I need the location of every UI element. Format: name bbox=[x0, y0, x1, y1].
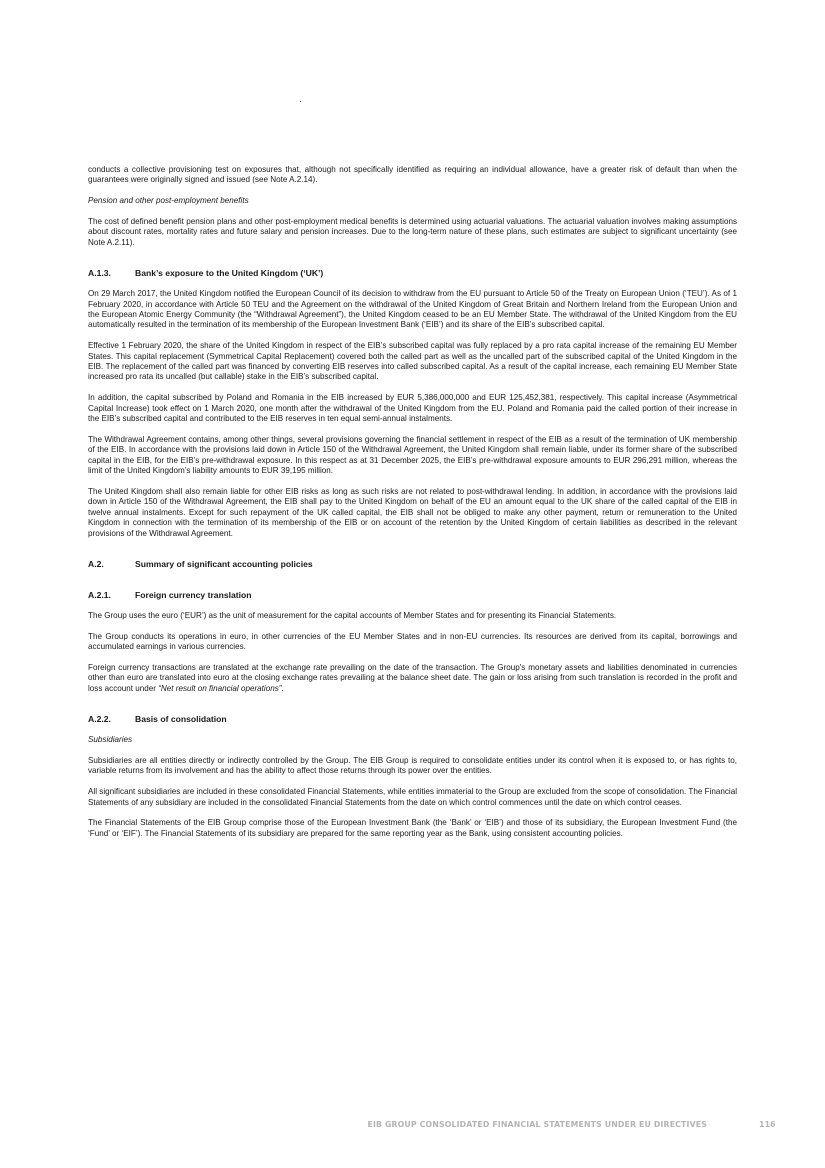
subheading: Subsidiaries bbox=[88, 735, 133, 745]
paragraph-text: Foreign currency transactions are translated at the exchange rate prevailing on the date of the transaction. The Group's monetary assets and liabilities denominated in currencies other than euro are translated into euro at the closing exchange rates prevailing at the balance sheet date. The gain or loss arising from such translation is recorded in the profit and loss account under bbox=[88, 662, 737, 693]
section-number: A.2.2. bbox=[88, 714, 111, 725]
paragraph: conducts a collective provisioning test on exposures that, although not specifically identified as requiring an individual allowance, have a greater risk of default than when the guarantees were originally signed and issued (see Note A.2.14). bbox=[88, 165, 737, 185]
paragraph: All significant subsidiaries are included in these consolidated Financial Statements, while entities immaterial to the Group are excluded from the scope of consolidation. The Financial Statements of any subsidiary are included in the consolidated Financial Statements from the date on which control commences until the date on which control ceases. bbox=[88, 787, 737, 807]
section-number: A.2. bbox=[88, 558, 104, 569]
section-heading bbox=[88, 714, 737, 725]
page-footer bbox=[0, 1120, 825, 1132]
section-heading bbox=[88, 268, 737, 279]
section-title: Foreign currency translation bbox=[135, 589, 252, 600]
paragraph: The cost of defined benefit pension plans and other post-employment medical benefits is determined using actuarial valuations. The actuarial valuation involves making assumptions about discount rates, mortality rates and future salary and pension increases. Due to the long-term nature of these plans, such estimates are subject to significant uncertainty (see Note A.2.11). bbox=[88, 217, 737, 247]
paragraph: On 29 March 2017, the United Kingdom notified the European Council of its decision to withdraw from the EU pursuant to Article 50 of the Treaty on European Union (‘TEU’). As of 1 February 2020, in accordance with Article 50 TEU and the Agreement on the withdrawal of the United Kingdom of Great Britain and Northern Ireland from the European Union and the European Atomic Energy Community (the “Withdrawal Agreement”), the United Kingdom ceased to be an EU Member State. The withdrawal of the United Kingdom from the EU automatically resulted in the termination of its membership of the European Investment Bank (‘EIB’) and its share of the EIB’s subscribed capital. bbox=[88, 289, 737, 330]
section-title: Bank’s exposure to the United Kingdom (‘UK’) bbox=[135, 268, 324, 279]
section-heading bbox=[88, 559, 737, 570]
paragraph: The Financial Statements of the EIB Group comprise those of the European Investment Bank (the ‘Bank’ or ‘EIB’) and those of its subsidiary, the European Investment Fund (the ‘Fund’ or ‘EIF’). The Financial Statements of its subsidiary are prepared for the same reporting year as the Bank, using consistent accounting policies. bbox=[88, 818, 737, 838]
paragraph: Effective 1 February 2020, the share of the United Kingdom in respect of the EIB’s subscribed capital was fully replaced by a pro rata capital increase of the remaining EU Member States. This capital replacement (Symmetrical Capital Replacement) covered both the called part as well as the uncalled part of the subscribed capital of the United Kingdom in the EIB. The replacement of the called part was financed by converting EIB reserves into called subscribed capital. As a result of the capital increase, each remaining EU Member State increased pro rata its uncalled (but callable) stake in the EIB’s subscribed capital. bbox=[88, 341, 737, 382]
paragraph: Subsidiaries are all entities directly or indirectly controlled by the Group. The EIB Group is required to consolidate entities under its control when it is exposed to, or has rights to, variable returns from its involvement and has the ability to affect those returns through its power over the entities. bbox=[88, 755, 737, 776]
paragraph bbox=[88, 663, 737, 694]
account-caption: “Net result on financial operations” bbox=[158, 683, 282, 693]
section-title: Basis of consolidation bbox=[135, 714, 227, 725]
paragraph-tail: . bbox=[281, 683, 284, 693]
footer-title: EIB GROUP CONSOLIDATED FINANCIAL STATEMENTS UNDER EU DIRECTIVES bbox=[367, 1120, 707, 1129]
section-number: A.1.3. bbox=[88, 268, 111, 279]
paragraph: The Group conducts its operations in euro, in other currencies of the EU Member States and in non-EU currencies. Its resources are derived from its capital, borrowings and accumulated earnings in various currencies. bbox=[88, 631, 737, 652]
document-body bbox=[88, 165, 737, 850]
paragraph: The United Kingdom shall also remain liable for other EIB risks as long as such risks are not related to post-withdrawal lending. In addition, in accordance with the provisions laid down in Article 150 of the Withdrawal Agreement, the EIB shall pay to the United Kingdom on behalf of the EU an amount equal to the UK share of the called capital of the EIB in twelve annual instalments. Except for such repayment of the UK called capital, the EIB shall not be obliged to make any other payment, return or remuneration to the United Kingdom in connection with the termination of its membership of the EIB or on account of the retention by the United Kingdom of certain liabilities as described in the relevant provisions of the Withdrawal Agreement. bbox=[88, 486, 737, 538]
paragraph: The Group uses the euro (‘EUR’) as the unit of measurement for the capital accounts of Member States and for presenting its Financial Statements. bbox=[88, 610, 617, 620]
section-title: Summary of significant accounting policies bbox=[135, 558, 313, 569]
section-number: A.2.1. bbox=[88, 589, 111, 600]
stray-dot bbox=[300, 101, 301, 102]
page-number: 116 bbox=[759, 1120, 776, 1129]
paragraph: In addition, the capital subscribed by Poland and Romania in the EIB increased by EUR 5,386,000,000 and EUR 125,452,381, respectively. This capital increase (Asymmetrical Capital Increase) took effect on 1 March 2020, one month after the withdrawal of the United Kingdom from the EU. Poland and Romania paid the called portion of their increase in the EIB’s subscribed capital and contributed to the EIB reserves in ten equal semi-annual instalments. bbox=[88, 393, 737, 424]
section-heading bbox=[88, 590, 737, 601]
subheading: Pension and other post-employment benefits bbox=[88, 196, 249, 206]
paragraph: The Withdrawal Agreement contains, among other things, several provisions governing the financial settlement in respect of the EIB as a result of the termination of UK membership of the EIB. In accordance with the provisions laid down in Article 150 of the Withdrawal Agreement, the United Kingdom shall remain liable, under its former share of the subscribed capital in the EIB, for the EIB’s pre-withdrawal exposure. In this respect as at 31 December 2025, the EIB’s pre-withdrawal exposure amounts to EUR 296,291 million, whereas the limit of the United Kingdom’s liability amounts to EUR 39,195 million. bbox=[88, 434, 737, 476]
